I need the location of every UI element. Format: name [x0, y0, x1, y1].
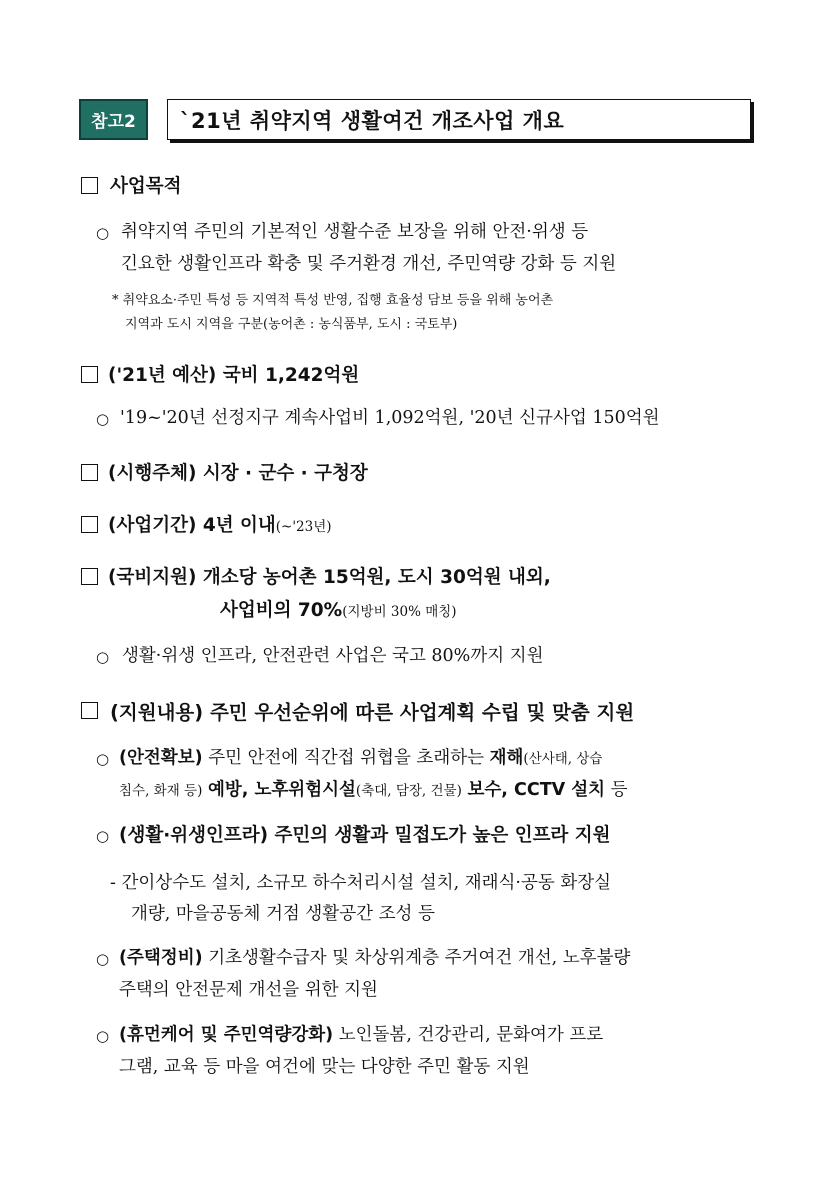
page-header [79, 99, 751, 140]
budget-item: '19~'20년 선정지구 계속사업비 1,092억원, '20년 신규사업 150억원 [120, 408, 660, 428]
period-heading-suffix: (~'23년) [275, 519, 332, 535]
care-line1-text: 노인돌봄, 건강관리, 문화여가 프로 [338, 1025, 604, 1045]
safety-label: (안전확보) [119, 748, 203, 768]
purpose-note-line1: * 취약요소·주민 특성 등 지역적 특성 반영, 집행 효율성 담보 등을 위해 농어촌 [112, 293, 554, 308]
support-item: 생활·위생 인프라, 안전관련 사업은 국고 80%까지 지원 [122, 646, 544, 666]
safety-line2-end: 등 [610, 780, 628, 800]
infra-dash-line2: 개량, 마을공동체 거점 생활공간 조성 등 [131, 904, 435, 924]
checkbox-square-icon [81, 366, 98, 383]
infra-heading: (생활·위생인프라) 주민의 생활과 밀접도가 높은 인프라 지원 [119, 825, 611, 846]
checkbox-square-icon [81, 516, 98, 533]
purpose-item-line1: 취약지역 주민의 기본적인 생활수준 보장을 위해 안전·위생 등 [121, 222, 589, 242]
safety-line2-bold1: 예방, 노후위험시설 [207, 780, 356, 800]
checkbox-square-icon [81, 568, 98, 585]
safety-line2-paren: 침수, 화재 등) [119, 783, 203, 799]
care-label: (휴먼케어 및 주민역량강화) [119, 1025, 334, 1045]
checkbox-square-icon [81, 464, 98, 481]
section-heading-budget: ('21년 예산) 국비 1,242억원 [108, 365, 360, 386]
section-heading-support-line1: (국비지원) 개소당 농어촌 15억원, 도시 30억원 내외, [108, 567, 551, 588]
period-heading-text: (사업기간) 4년 이내 [108, 515, 276, 536]
care-line2: 그램, 교육 등 마을 여건에 맞는 다양한 주민 활동 지원 [119, 1057, 530, 1077]
housing-line1-text: 기초생활수급자 및 차상위계층 주거여건 개선, 노후불량 [208, 948, 631, 968]
safety-line1-text: 주민 안전에 직간접 위협을 초래하는 [208, 748, 485, 768]
support-line2-text: 사업비의 70% [220, 600, 343, 621]
housing-label: (주택정비) [119, 948, 203, 968]
checkbox-square-icon [81, 177, 98, 194]
care-line1 [119, 1021, 603, 1046]
purpose-item-line2: 긴요한 생활인프라 확충 및 주거환경 개선, 주민역량 강화 등 지원 [121, 254, 617, 274]
page-title: `21년 취약지역 생활여건 개조사업 개요 [167, 99, 751, 140]
circle-bullet-icon: ○ [96, 827, 110, 845]
circle-bullet-icon: ○ [96, 224, 110, 242]
safety-line2 [119, 776, 628, 801]
reference-badge: 참고2 [79, 99, 148, 140]
support-line2-suffix: (지방비 30% 매칭) [342, 604, 457, 620]
checkbox-square-icon [81, 702, 98, 719]
section-heading-purpose: 사업목적 [110, 176, 182, 197]
purpose-note-line2: 지역과 도시 지역을 구분(농어촌 : 농식품부, 도시 : 국토부) [125, 317, 458, 332]
section-heading-content: (지원내용) 주민 우선순위에 따른 사업계획 수립 및 맞춤 지원 [110, 701, 635, 724]
housing-line2: 주택의 안전문제 개선을 위한 지원 [119, 980, 378, 1000]
section-heading-period [108, 511, 332, 537]
safety-line2-paren2: (축대, 담장, 건물) [355, 783, 462, 799]
safety-line1-paren: (산사태, 상습 [523, 751, 603, 767]
safety-line1 [119, 744, 602, 769]
infra-dash-line1: - 간이상수도 설치, 소규모 하수처리시설 설치, 재래식·공동 화장실 [110, 873, 612, 893]
circle-bullet-icon: ○ [96, 1027, 110, 1045]
housing-line1 [119, 944, 630, 969]
safety-line2-bold2: 보수, CCTV 설치 [467, 780, 606, 800]
circle-bullet-icon: ○ [96, 750, 110, 768]
section-heading-executor: (시행주체) 시장 · 군수 · 구청장 [108, 463, 368, 484]
circle-bullet-icon: ○ [96, 648, 110, 666]
circle-bullet-icon: ○ [96, 410, 110, 428]
section-heading-support-line2 [220, 596, 457, 622]
safety-line1-bold: 재해 [489, 748, 524, 768]
circle-bullet-icon: ○ [96, 950, 110, 968]
